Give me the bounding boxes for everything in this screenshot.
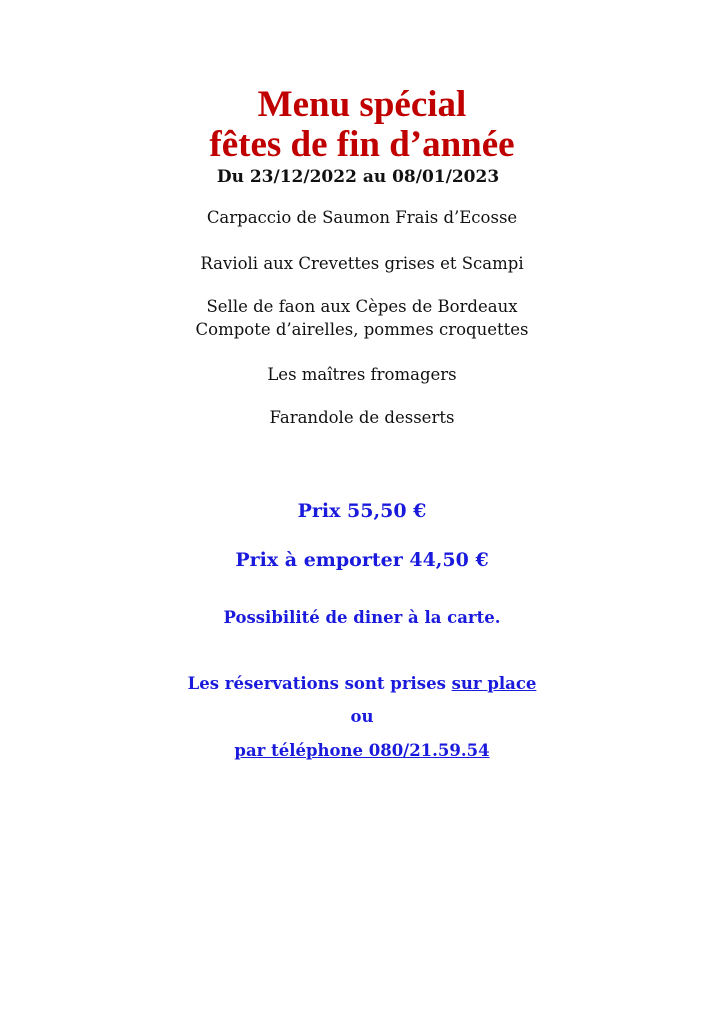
on-site-link[interactable]: sur place: [451, 674, 537, 693]
title-line-2: fêtes de fin d’année: [209, 124, 515, 165]
price-on-site: Prix 55,50 €: [297, 500, 427, 522]
a-la-carte-note: Possibilité de diner à la carte.: [223, 608, 501, 627]
dish-fromages: Les maîtres fromagers: [267, 365, 457, 384]
price-takeaway: Prix à emporter 44,50 €: [235, 549, 489, 571]
dish-ravioli: Ravioli aux Crevettes grises et Scampi: [200, 254, 524, 273]
dish-carpaccio: Carpaccio de Saumon Frais d’Ecosse: [206, 208, 518, 227]
title-line-1: Menu spécial: [257, 84, 467, 125]
dish-selle-de-faon: Selle de faon aux Cèpes de Bordeaux: [206, 297, 518, 316]
reservations-line: [0, 673, 724, 695]
dish-compote: Compote d’airelles, pommes croquettes: [195, 320, 529, 339]
phone-link[interactable]: par téléphone 080/21.59.54: [234, 741, 490, 760]
date-range: Du 23/12/2022 au 08/01/2023: [216, 167, 500, 187]
reservations-or: ou: [350, 707, 374, 726]
dish-desserts: Farandole de desserts: [269, 408, 455, 427]
phone-line: [0, 740, 724, 762]
reservations-text: Les réservations sont prises: [187, 674, 452, 693]
